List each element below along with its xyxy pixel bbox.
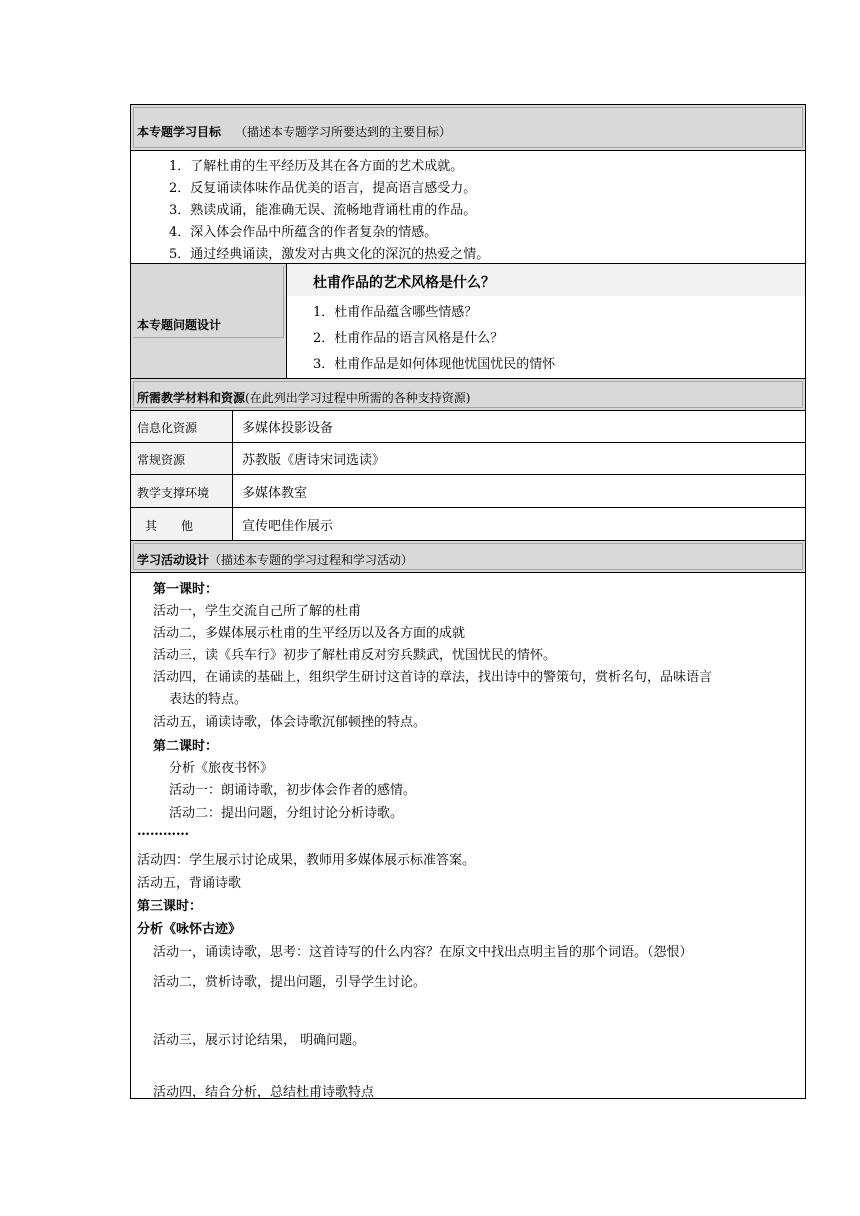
resource-value: 多媒体教室 [242,486,308,501]
activity-item: 活动一：朗诵诗歌，初步体会作者的感情。 [169,783,417,798]
resource-value: 宣传吧佳作展示 [242,519,334,534]
resource-label: 其 他 [145,519,194,533]
resource-label: 常规资源 [137,453,186,467]
goals-note: （描述本专题学习所要达到的主要目标） [235,125,452,139]
questions-label-cell [131,264,286,378]
resources-note: (在此列出学习过程中所需的各种支持资源) [245,391,471,405]
goal-item: 1．了解杜甫的生平经历及其在各方面的艺术成就。 [169,159,464,174]
main-question: 杜甫作品的艺术风格是什么？ [313,275,495,291]
sub-question: 1．杜甫作品蕴含哪些情感？ [313,305,478,320]
resource-value: 苏教版《唐诗宋词选读》 [242,453,386,468]
goal-item: 4．深入体会作品中所蕴含的作者复杂的情感。 [169,225,438,240]
poem-title: 分析《咏怀古迹》 [137,922,242,937]
sub-question: 3．杜甫作品是如何体现他忧国忧民的情怀 [313,357,556,372]
activity-item: 活动五，诵读诗歌，体会诗歌沉郁顿挫的特点。 [153,715,427,730]
goals-header [131,105,805,151]
main-question-cell [287,264,805,296]
activities-note: （描述本专题的学习过程和学习活动） [209,553,414,567]
resource-label: 教学支撑环境 [137,486,210,500]
sub-question: 2．杜甫作品的语言风格是什么？ [313,331,504,346]
goal-item: 3．熟读成诵，能准确无误、流畅地背诵杜甫的作品。 [169,203,477,218]
activity-item: 活动一，学生交流自己所了解的杜甫 [153,604,362,619]
resource-value: 多媒体投影设备 [242,421,334,436]
resources-header [131,379,805,411]
poem-title: 分析《旅夜书怀》 [169,761,274,776]
questions-label: 本专题问题设计 [137,318,222,332]
activities-heading: 学习活动设计 [137,553,210,567]
activity-item: 活动四，在诵读的基础上，组织学生研讨这首诗的章法，找出诗中的警策句，赏析名句，品味语言 [153,670,713,685]
activity-item-cont: 表达的特点。 [169,692,248,707]
activity-item: 活动二，多媒体展示杜甫的生平经历以及各方面的成就 [153,626,466,641]
activity-item: 活动二，赏析诗歌，提出问题，引导学生讨论。 [153,975,427,990]
goals-heading: 本专题学习目标 [137,125,222,139]
activities-header [131,541,805,573]
activity-item: 活动二：提出问题，分组讨论分析诗歌。 [169,806,404,821]
resources-heading: 所需教学材料和资源 [137,391,246,405]
activity-item: 活动五，背诵诗歌 [137,876,242,891]
goal-item: 2．反复诵读体味作品优美的语言，提高语言感受力。 [169,181,477,196]
activity-item: 活动一，诵读诗歌，思考：这首诗写的什么内容？在原文中找出点明主旨的那个词语。（怨恨） [153,945,693,960]
activity-item: 活动三，读《兵车行》初步了解杜甫反对穷兵黩武，忧国忧民的情怀。 [153,648,557,663]
lesson-title: 第三课时： [137,899,203,914]
lesson-title: 第一课时： [153,582,219,597]
lesson-plan-table [130,104,806,1099]
activity-item: 活动四，结合分析，总结杜甫诗歌特点 [153,1085,375,1100]
goal-item: 5．通过经典诵读，激发对古典文化的深沉的热爱之情。 [169,247,490,262]
lesson-title: 第二课时： [153,739,219,754]
activity-item: 活动四：学生展示讨论成果，教师用多媒体展示标准答案。 [137,853,476,868]
resource-label: 信息化资源 [137,421,198,435]
activity-item: 活动三，展示讨论结果， 明确问题。 [153,1033,366,1048]
ellipsis: ………… [137,824,189,839]
